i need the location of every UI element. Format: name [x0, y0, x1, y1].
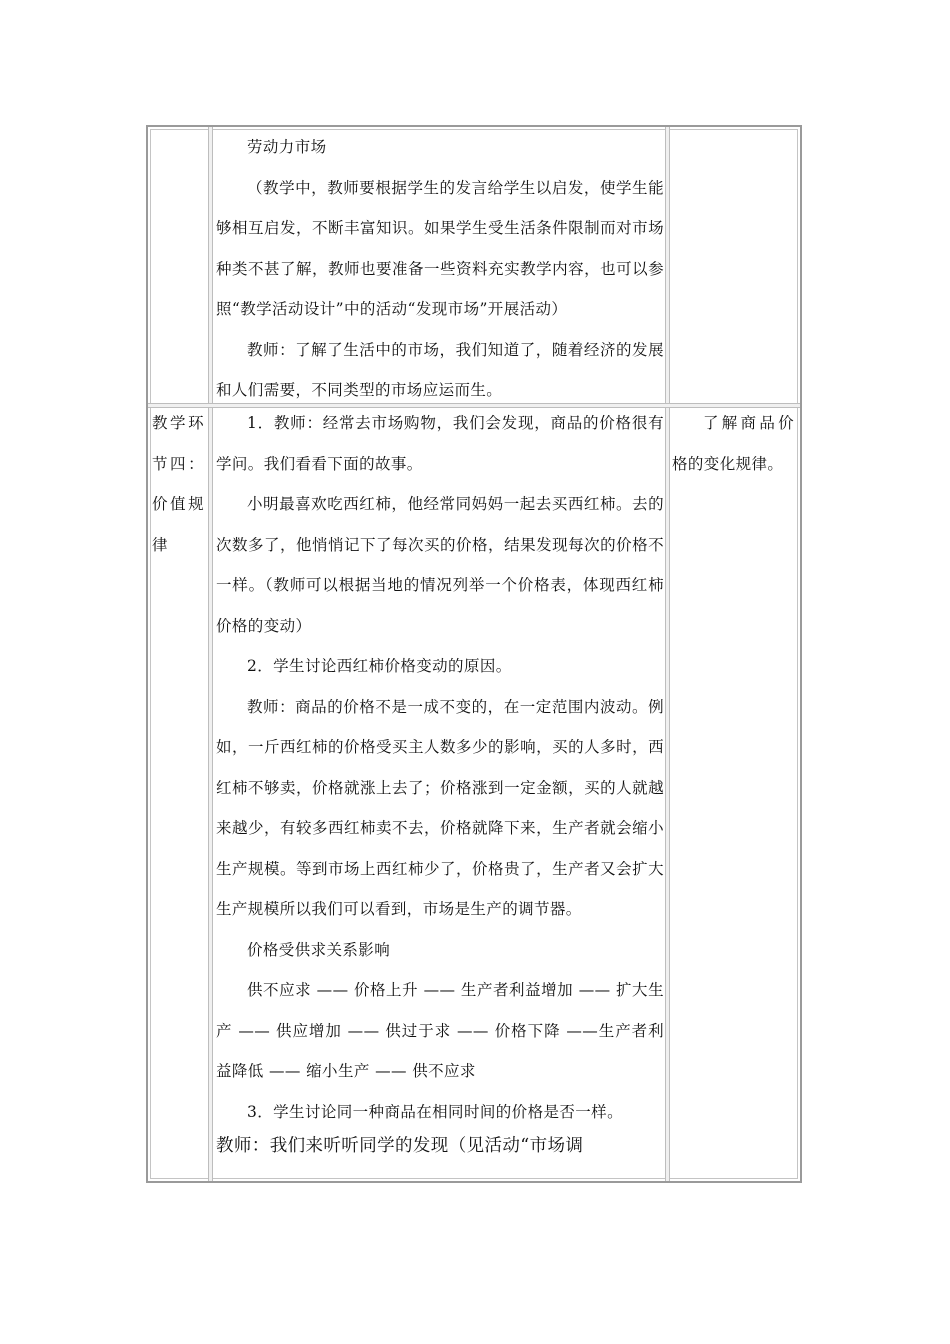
- learning-objective: 了解商品价格的变化规律。: [672, 414, 794, 473]
- row2-paragraph: 小明最喜欢吃西红柿，他经常同妈妈一起去买西红柿。去的次数多了，他悄悄记下了每次买的价格，结果发现每次的价格不一样。（教师可以根据当地的情况列举一个价格表，体现西红柿价格的变动）: [216, 495, 664, 635]
- row2-paragraph-truncated: 教师：我们来听听同学的发现（见活动“市场调: [216, 1136, 584, 1156]
- row1-middle-cell: [216, 127, 664, 411]
- row1-paragraph: 教师：了解了生活中的市场，我们知道了，随着经济的发展和人们需要，不同类型的市场应运而生。: [216, 340, 664, 399]
- row1-paragraph: 劳动力市场: [247, 138, 327, 156]
- column-divider-2: [665, 127, 670, 1181]
- lesson-plan-table: [146, 125, 802, 1183]
- row2-paragraph: 价格受供求关系影响: [247, 940, 391, 959]
- row2-paragraph: 教师：商品的价格不是一成不变的，在一定范围内波动。例如，一斤西红柿的价格受买主人数多少的影响，买的人多时，西红柿不够卖，价格就涨上去了；价格涨到一定金额，买的人就越来越少，有较多西红柿卖不去，价格就降下来，生产者就会缩小生产规模。等到市场上西红柿少了，价格贵了，生产者又会扩大生产规模所以我们可以看到，市场是生产的调节器。: [216, 697, 664, 918]
- row2-paragraph: 1．教师：经常去市场购物，我们会发现，商品的价格很有学问。我们看看下面的故事。: [216, 414, 664, 473]
- supply-demand-chain: 供不应求 —— 价格上升 —— 生产者利益增加 —— 扩大生产 —— 供应增加 —— 供过于求 —— 价格下降 ——生产者利益降低 —— 缩小生产 —— 供不应求: [216, 981, 664, 1080]
- column-divider-1: [208, 127, 213, 1181]
- row2-middle-cell: [216, 403, 664, 1160]
- section-label: 教学环节四：价值规律: [152, 414, 204, 554]
- row2-paragraph: 3．学生讨论同一种商品在相同时间的价格是否一样。: [247, 1102, 623, 1121]
- row2-paragraph: 2．学生讨论西红柿价格变动的原因。: [247, 657, 512, 675]
- row1-paragraph: （教学中，教师要根据学生的发言给学生以启发，使学生能够相互启发，不断丰富知识。如果学生受生活条件限制而对市场种类不甚了解，教师也要准备一些资料充实教学内容，也可以参照“教学活动设计”中的活动“发现市场”开展活动）: [216, 178, 664, 318]
- row2-right-cell: [672, 403, 794, 484]
- row2-left-cell: [152, 403, 204, 565]
